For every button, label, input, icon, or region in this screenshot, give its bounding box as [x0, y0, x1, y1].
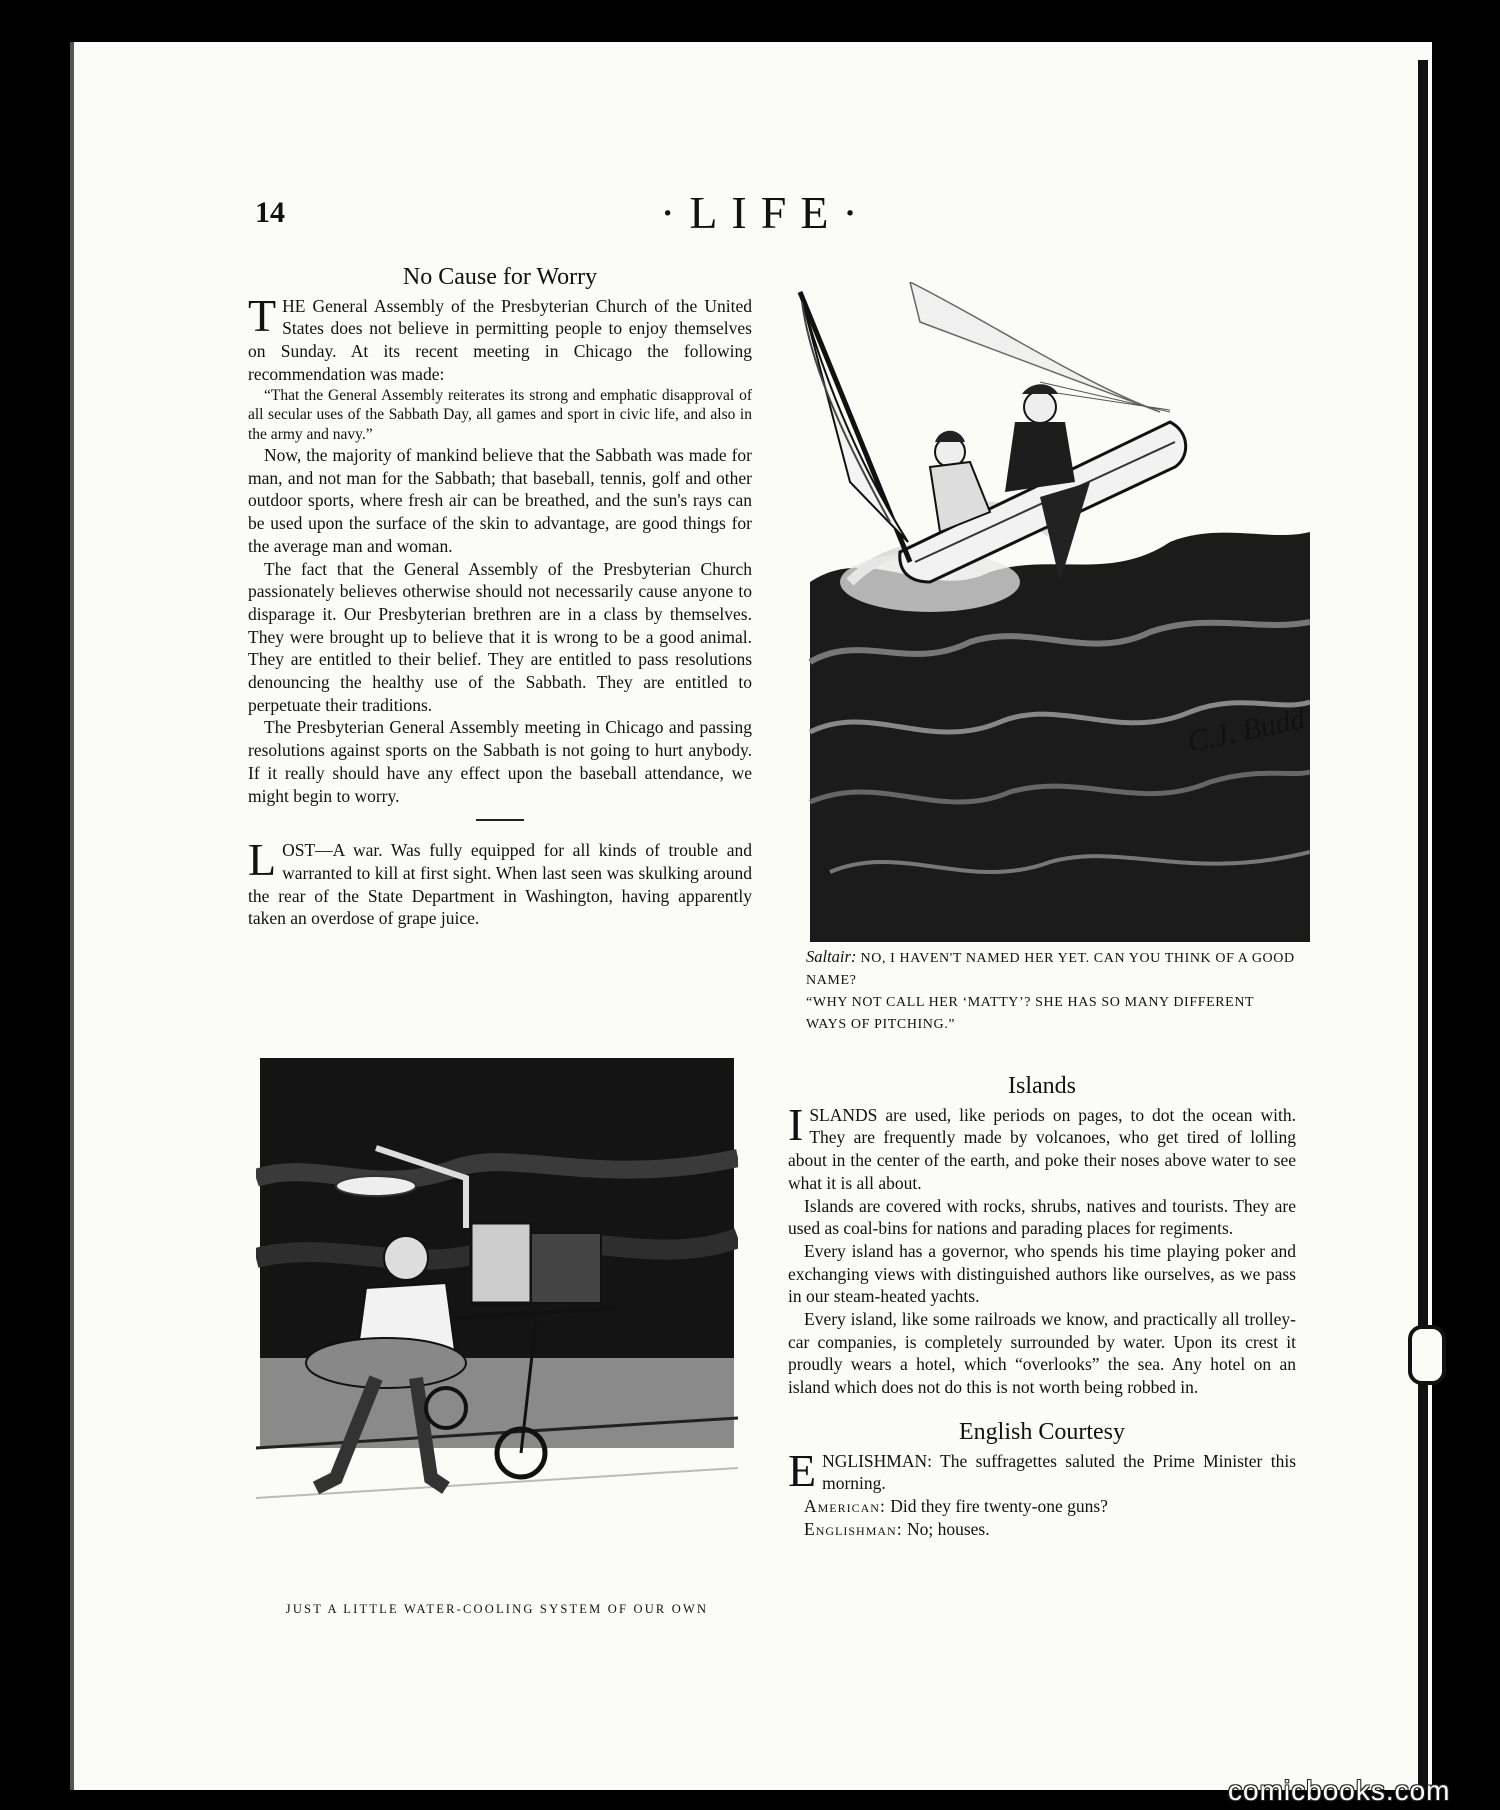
- islands-paragraph: Every island has a governor, who spends his time playing poker and exchanging views with distinguished authors like ourselves, as we pass in our steam-heated yachts.: [788, 1240, 1296, 1307]
- islands-title: Islands: [1008, 1073, 1076, 1099]
- site-watermark: comicbooks.com: [1228, 1775, 1451, 1806]
- article-paragraph: THE General Assembly of the Presbyterian Church of the United States does not believe in permitting people to enjoy themselves on Sunday. At its recent meeting in Chicago the following recommendation was made:: [248, 289, 752, 384]
- water-cooling-caption: JUST A LITTLE WATER-COOLING SYSTEM OF OUR OWN: [285, 1602, 709, 1616]
- courtesy-title: English Courtesy: [959, 1418, 1125, 1445]
- sailboat-cartoon: [790, 282, 1310, 942]
- dialog-line: ENGLISHMAN: The suffragettes saluted the Prime Minister this morning.: [788, 1444, 1297, 1496]
- page-edge: [70, 42, 74, 1790]
- caption-speaker: Saltair:: [806, 947, 857, 966]
- drop-cap: I: [788, 1098, 804, 1150]
- drop-cap: E: [788, 1444, 817, 1496]
- drop-cap: L: [248, 834, 277, 886]
- islands-paragraph: Every island, like some railroads we know, and practically all trolley-car companies, is completely surrounded by water. Upon its crest it proudly wears a hotel, which “overlooks” the sea. Any hotel on an island which does not do this is not worth being robbed in.: [788, 1309, 1296, 1398]
- courtesy-dialog: [788, 1444, 1297, 1541]
- binding-clip: [1408, 1325, 1446, 1385]
- page-number: 14: [255, 196, 285, 229]
- islands-paragraph: ISLANDS are used, like periods on pages, to dot the ocean with. They are frequently made by volcanoes, who get tired of lolling about in the center of the earth, and poke their noses above water to see what it is all about.: [788, 1098, 1296, 1193]
- lost-notice: LOST—A war. Was fully equipped for all kinds of trouble and warranted to kill at first sight. When last seen was skulking around the rear of the State Department in Washington, having apparently taken an overdose of grape juice.: [248, 834, 752, 929]
- masthead: ·LIFE·: [660, 187, 872, 238]
- left-column: [248, 266, 752, 930]
- caption-line: NO, I HAVEN'T NAMED HER YET. CAN YOU THINK OF A GOOD NAME?: [806, 951, 1295, 988]
- water-cooling-cartoon: [256, 1058, 738, 1588]
- article-title: No Cause for Worry: [402, 264, 598, 290]
- islands-paragraph: Islands are covered with rocks, shrubs, natives and tourists. They are used as coal-bins for nations and parading places for regiments.: [788, 1195, 1296, 1239]
- article-paragraph: The Presbyterian General Assembly meeting in Chicago and passing resolutions against sports on the Sabbath is not going to hurt anybody. If it really should have any effect upon the baseball attendance, we might begin to worry.: [248, 717, 752, 806]
- sailboat-caption: [806, 946, 1296, 1036]
- dialog-line: American: Did they fire twenty-one guns?: [804, 1495, 1108, 1516]
- divider: [476, 819, 524, 821]
- page-fold: [1418, 60, 1428, 1790]
- artist-signature: C.J. Budd: [1184, 701, 1309, 759]
- right-column: [788, 1075, 1296, 1540]
- drop-cap: T: [248, 289, 277, 341]
- block-quote: “That the General Assembly reiterates its strong and emphatic disapproval of all secular uses of the Sabbath Day, all games and sport in civic life, and also in the army and navy.”: [248, 386, 752, 443]
- caption-line: “WHY NOT CALL HER ‘MATTY’? SHE HAS SO MANY DIFFERENT WAYS OF PITCHING.”: [806, 995, 1254, 1032]
- article-paragraph: The fact that the General Assembly of the Presbyterian Church passionately believes otherwise should not necessarily cause anyone to disparage it. Our Presbyterian brethren are in a class by themselves. They were brought up to believe that it is wrong to be a good animal. They are entitled to their belief. They are entitled to pass resolutions denouncing the healthy use of the Sabbath. They are entitled to perpetuate their traditions.: [248, 558, 752, 715]
- article-paragraph: Now, the majority of mankind believe that the Sabbath was made for man, and not man for the Sabbath; that baseball, tennis, golf and other outdoor sports, where fresh air can be breathed, and the sun's rays can be used upon the surface of the skin to advantage, are good things for the average man and woman.: [248, 445, 752, 556]
- dialog-line: Englishman: No; houses.: [804, 1518, 990, 1539]
